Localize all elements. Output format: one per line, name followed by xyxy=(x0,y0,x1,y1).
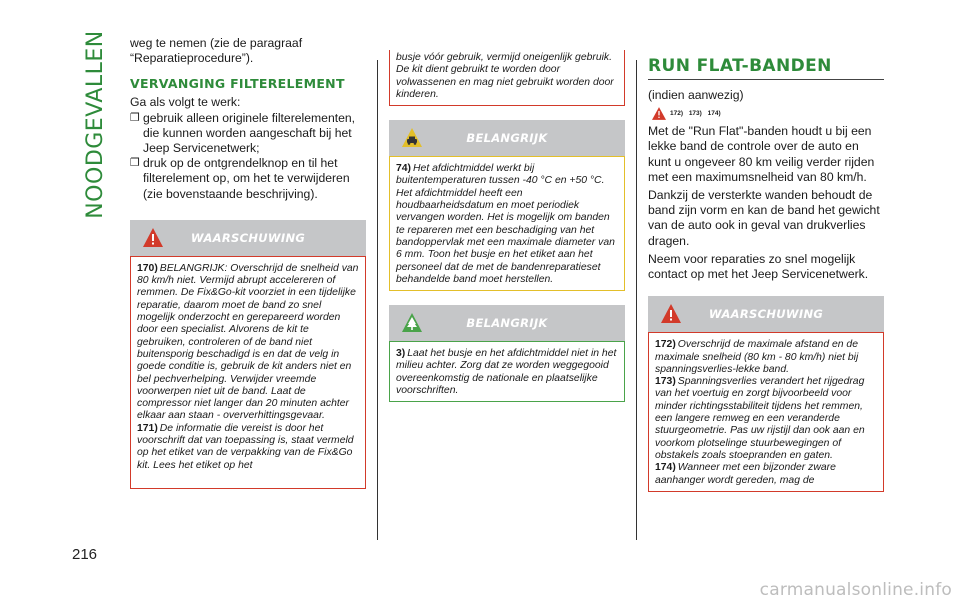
column-2 xyxy=(389,50,625,402)
warning-item: 172) Overschrijd de maximale afstand en de maximale snelheid (80 km - 80 km/h) niet bij spanningsverlies-lekke band. xyxy=(655,339,859,375)
environment-box-header: BELANGRIJK xyxy=(389,305,625,341)
warning-reference-row: 172) 173) 174) xyxy=(652,107,884,120)
paragraph: Dankzij de versterkte wanden behoudt de band zijn vorm en kan de band het gewicht van de auto ook in geval van drukverlies dragen. xyxy=(648,188,880,248)
bullet-item: ❐ gebruik alleen originele filterelementen, die kunnen worden aangeschaft bij het Jeep Servicenetwerk; xyxy=(130,110,356,156)
warning-triangle-icon xyxy=(142,227,164,249)
warning-box-continued: busje vóór gebruik, vermijd oneigenlijk gebruik. De kit dient gebruikt te worden door volwassenen en mag niet gebruikt worden door kinderen. xyxy=(389,50,625,106)
lead-text: Ga als volgt te werk: xyxy=(130,95,241,110)
warning-triangle-icon xyxy=(652,107,666,120)
column-1 xyxy=(130,36,366,489)
page-number: 216 xyxy=(72,546,98,563)
column-divider xyxy=(636,60,637,540)
column-divider xyxy=(377,60,378,540)
checkbox-bullet-icon: ❐ xyxy=(130,111,140,124)
paragraph: Neem voor reparaties zo snel mogelijk contact op met het Jeep Servicenetwerk. xyxy=(648,251,869,282)
checkbox-bullet-icon: ❐ xyxy=(130,157,140,170)
car-important-icon xyxy=(401,127,423,149)
section-heading: VERVANGING FILTERELEMENT xyxy=(130,76,345,92)
important-item: 3) Laat het busje en het afdichtmiddel niet in het milieu achter. Zorg dat ze worden weggegooid overeenkomstig de nationale en plaatselijke voorschriften. xyxy=(396,348,617,397)
column-3 xyxy=(648,40,884,492)
warning-triangle-icon xyxy=(660,303,682,325)
intro-text: weg te nemen (zie de paragraaf “Reparatieprocedure”). xyxy=(130,36,303,66)
subheading: (indien aanwezig) xyxy=(648,88,744,102)
warning-box-header: WAARSCHUWING xyxy=(130,220,366,256)
warning-box xyxy=(648,332,884,492)
important-box-header: BELANGRIJK xyxy=(389,120,625,156)
warning-item: 174) Wanneer met een bijzonder zware aanhanger wordt gereden, mag de xyxy=(655,462,836,486)
warning-box xyxy=(130,256,366,489)
side-section-title: NOODGEVALLEN xyxy=(82,29,108,219)
warning-item: 171) De informatie die vereist is door het voorschrift dat van toepassing is, staat vermeld op het etiket van de verpakking van de Fix&Go kit. Lees het etiket op het xyxy=(137,422,354,471)
watermark-footer: carmanualsonline.info xyxy=(759,580,952,600)
important-box xyxy=(389,156,625,291)
important-item: 74) Het afdichtmiddel werkt bij buitentemperaturen tussen -40 °C en +50 °C. Het afdichtmiddel heeft een houdbaarheidsdatum en moet periodiek vervangen worden. Het is mogelijk om banden te repareren met een beschadiging van het bandoppervlak met een maximale diameter van 6 mm. Toon het busje en het etiket aan het personeel dat de met de bandenreparatieset behandelde band moet herstellen. xyxy=(396,163,615,285)
warning-item: 173) Spanningsverlies verandert het rijgedrag van het voertuig en zorgt bijvoorbeeld voor minder richtingsstabiliteit tijdens het remmen, een langere remweg en een veranderde stuurgeometrie. Pas uw rijstijl dan ook aan en voorkom plotselinge stuurbewegingen of obstakels zoals stoepranden en gaten. xyxy=(655,376,865,461)
bullet-item: ❐ druk op de ontgrendelknop en til het filterelement op, om het te verwijderen (zie bovenstaande beschrijving). xyxy=(130,156,350,201)
paragraph: Met de "Run Flat"-banden houdt u bij een lekke band de controle over de auto en kunt u ongeveer 80 km veilig verder rijden met een maximumsnelheid van 80 km/h. xyxy=(648,124,875,184)
warning-item: 170) BELANGRIJK: Overschrijd de snelheid van 80 km/h niet. Vermijd abrupt accelereren of remmen. De Fix&Go-kit voorziet in een tijdelijke reparatie, daarom moet de band zo snel mogelijk onderzocht en gerepareerd worden door een specialist. Alvorens de kit te gebruiken, controleren of de band niet buitensporig beschadigd is en dat de velg in goede conditie is, gebruik de kit anders niet en bel pechverhelping. Verwijder vreemde voorwerpen niet uit de band. Laat de compressor niet langer dan 20 minuten achter elkaar aan staan - oververhittingsgevaar. xyxy=(137,262,359,422)
tree-environment-icon xyxy=(401,312,423,334)
warning-box-header: WAARSCHUWING xyxy=(648,296,884,332)
section-heading: RUN FLAT-BANDEN xyxy=(648,56,884,80)
environment-box xyxy=(389,341,625,402)
